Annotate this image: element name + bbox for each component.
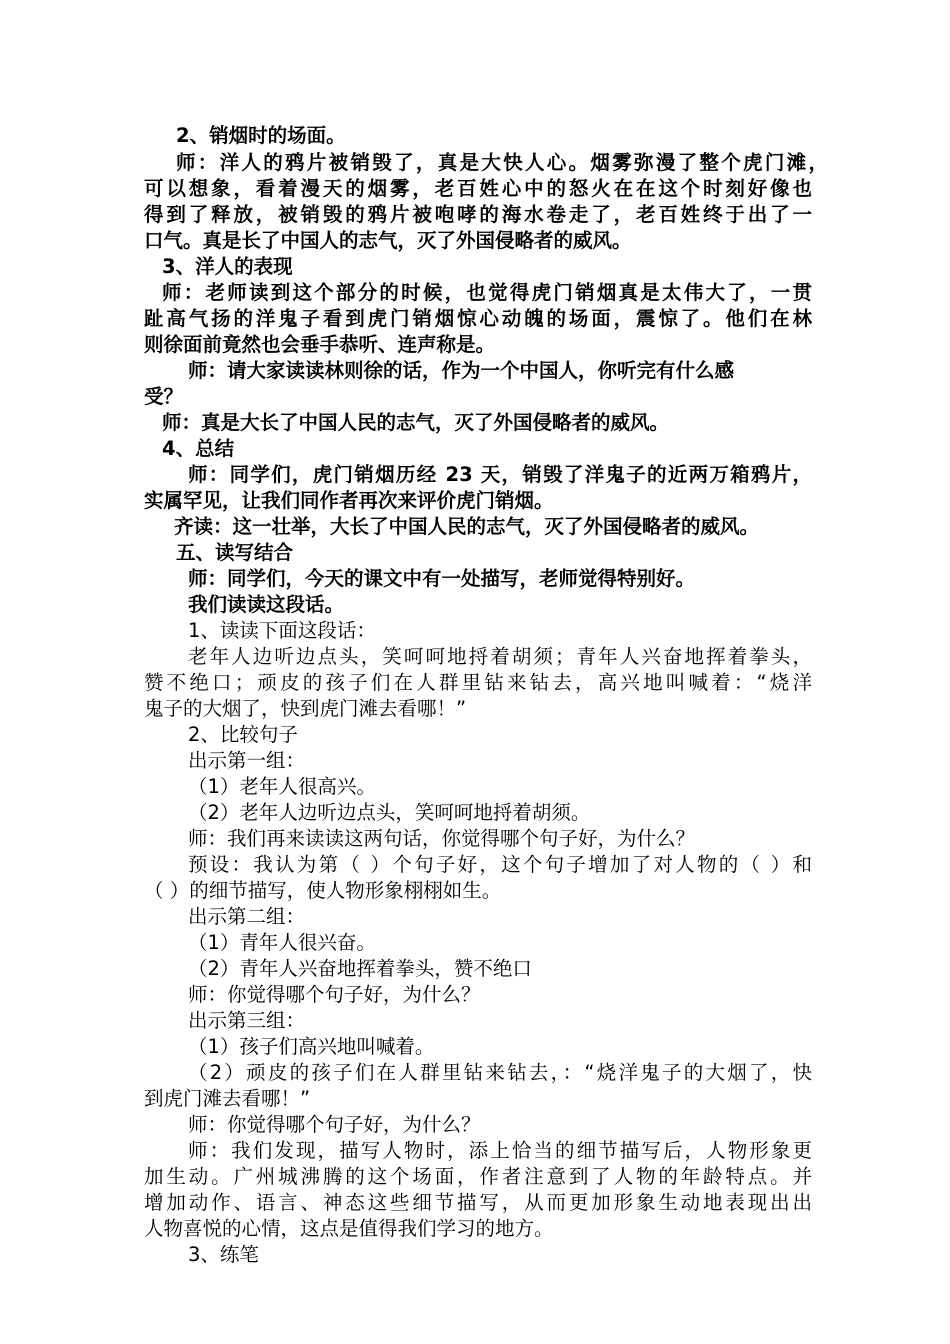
paragraph-line: 师：你觉得哪个句子好，为什么？: [188, 983, 481, 1006]
paragraph-line: 赞不绝口；顽皮的孩子们在人群里钻来钻去，高兴地叫喊着：“烧洋: [144, 671, 812, 694]
paragraph-line: 得到了释放，被销毁的鸦片被咆哮的海水卷走了，老百姓终于出了一: [144, 203, 812, 226]
paragraph-line: 口气。真是长了中国人的志气，灭了外国侵略者的威风。: [144, 229, 632, 252]
paragraph-line: （2）顽皮的孩子们在人群里钻来钻去，：“烧洋鬼子的大烟了，快: [188, 1061, 812, 1084]
paragraph-line: 齐读：这一壮举，大长了中国人民的志气，灭了外国侵略者的威风。: [174, 515, 760, 538]
heading-3: 3、洋人的表现: [162, 255, 293, 278]
heading-2: 2、销烟时的场面。: [176, 124, 346, 147]
paragraph-line: 师：真是大长了中国人民的志气，灭了外国侵略者的威风。: [162, 411, 670, 434]
paragraph-line: 师：同学们，虎门销烟历经 23 天，销毁了洋鬼子的近两万箱鸦片，: [188, 463, 812, 486]
paragraph-line: 师：洋人的鸦片被销毁了，真是大快人心。烟雾弥漫了整个虎门滩，: [176, 151, 828, 174]
paragraph-line: 我们读读这段话。: [188, 593, 345, 616]
paragraph-line: （2）青年人兴奋地挥着拳头，赞不绝口: [188, 957, 532, 980]
paragraph-line: 出示第二组：: [188, 905, 306, 928]
paragraph-line: 人物喜悦的心情，这点是值得我们学习的地方。: [144, 1217, 554, 1240]
paragraph-line: 鬼子的大烟了，快到虎门滩去看哪！”: [144, 697, 467, 720]
paragraph-line: 到虎门滩去看哪！”: [144, 1087, 311, 1110]
paragraph-line: 老年人边听边点头，笑呵呵地捋着胡须；青年人兴奋地挥着拳头，: [188, 645, 812, 668]
paragraph-line: 出示第三组：: [188, 1009, 306, 1032]
paragraph-line: （1）老年人很高兴。: [188, 775, 376, 798]
paragraph-line: 2、比较句子: [188, 723, 298, 746]
paragraph-line: （2）老年人边听边点头，笑呵呵地捋着胡须。: [188, 801, 591, 824]
paragraph-line: 师：你觉得哪个句子好，为什么？: [188, 1113, 481, 1136]
paragraph-line: 师：同学们，今天的课文中有一处描写，老师觉得特别好。: [188, 567, 696, 590]
paragraph-line: 实属罕见，让我们同作者再次来评价虎门销烟。: [144, 489, 554, 512]
paragraph-line: 师：老师读到这个部分的时候，也觉得虎门销烟真是太伟大了，一贯: [162, 281, 812, 304]
paragraph-line: （ ）的细节描写，使人物形象栩栩如生。: [144, 879, 502, 902]
paragraph-line: 师：我们发现，描写人物时，添上恰当的细节描写后，人物形象更: [188, 1139, 812, 1162]
paragraph-line: 出示第一组：: [188, 749, 306, 772]
paragraph-line: （1）青年人很兴奋。: [188, 931, 376, 954]
paragraph-line: 加生动。广州城沸腾的这个场面，作者注意到了人物的年龄特点。并: [144, 1165, 812, 1188]
paragraph-line: 受？: [144, 385, 184, 408]
paragraph-line: 师：我们再来读读这两句话，你觉得哪个句子好，为什么？: [188, 827, 696, 850]
paragraph-line: 1、读读下面这段话：: [188, 619, 376, 642]
paragraph-line: （1）孩子们高兴地叫喊着。: [188, 1035, 435, 1058]
paragraph-line: 可以想象，看着漫天的烟雾，老百姓心中的怒火在在这个时刻好像也: [144, 177, 812, 200]
paragraph-line: 师：请大家读读林则徐的话，作为一个中国人，你听完有什么感: [188, 359, 735, 382]
paragraph-line: 则徐面前竟然也会垂手恭听、连声称是。: [144, 333, 496, 356]
heading-4: 4、总结: [162, 437, 235, 460]
paragraph-line: 3、练笔: [188, 1243, 259, 1266]
paragraph-line: 预设：我认为第（ ）个句子好，这个句子增加了对人物的（ ）和: [188, 853, 812, 876]
heading-5: 五、读写结合: [176, 541, 294, 564]
paragraph-line: 趾高气扬的洋鬼子看到虎门销烟惊心动魄的场面，震惊了。他们在林: [144, 307, 812, 330]
paragraph-line: 增加动作、语言、神态这些细节描写，从而更加形象生动地表现出出: [144, 1191, 812, 1214]
